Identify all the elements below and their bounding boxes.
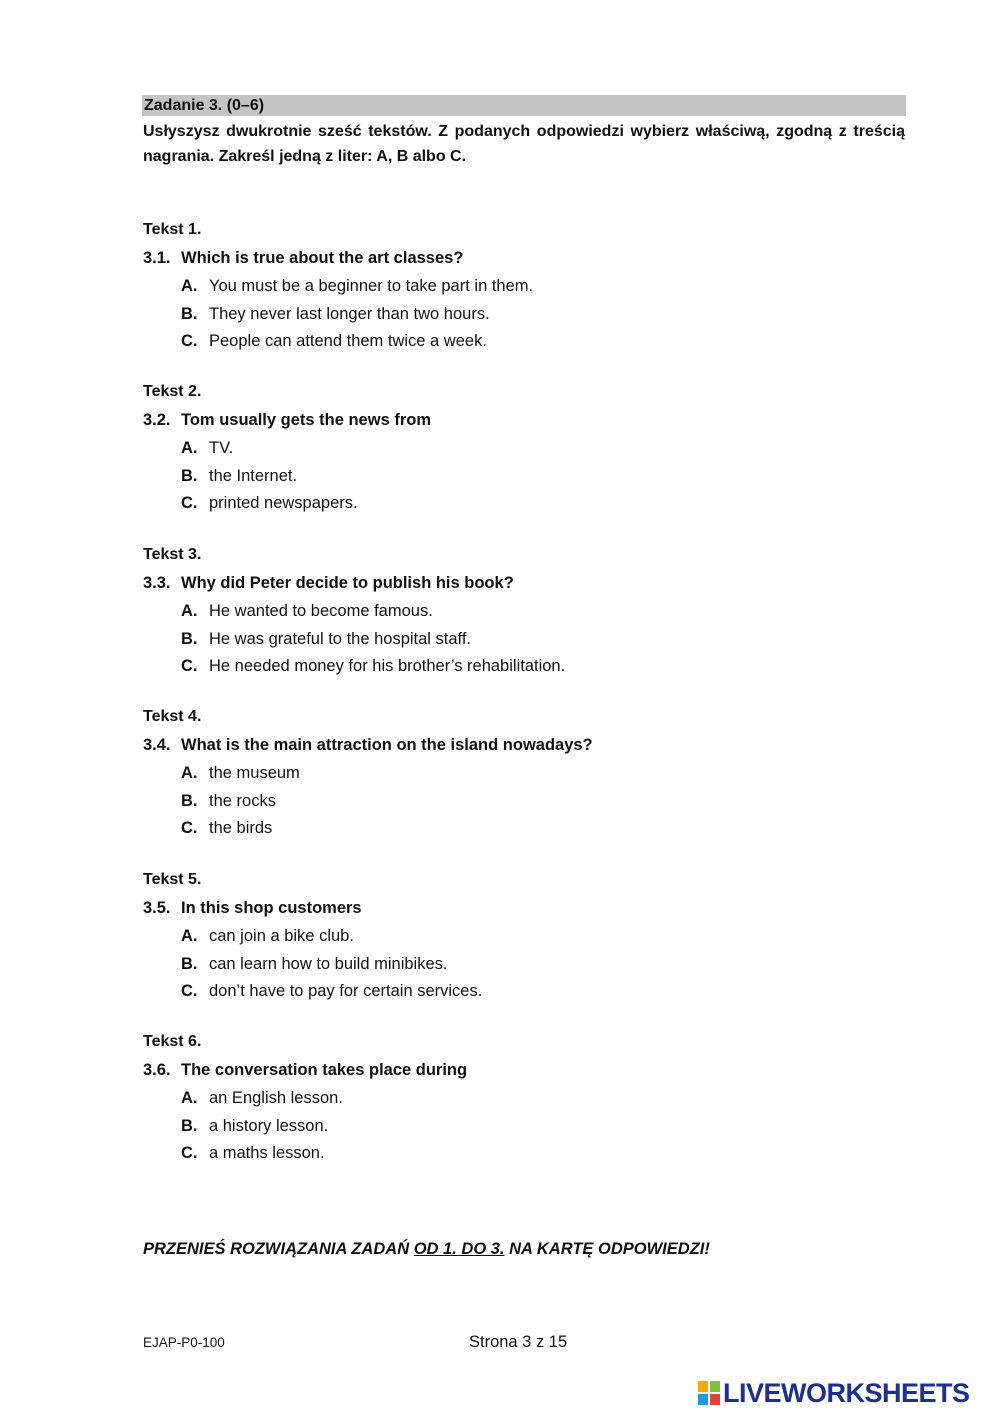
option-text: People can attend them twice a week. [209,332,487,350]
option-letter[interactable]: B. [181,629,198,648]
question-block [143,869,903,1008]
question-block [143,1031,903,1170]
option-letter[interactable]: C. [181,819,198,837]
option-text: can learn how to build minibikes. [209,954,448,973]
question-number: 3.2. [143,411,171,429]
exam-code: EJAP-P0-100 [143,1335,225,1350]
answer-option[interactable] [143,817,903,845]
text-label: Tekst 6. [143,1033,202,1050]
option-letter[interactable]: A. [181,439,198,457]
answer-option[interactable] [143,790,903,818]
option-letter[interactable]: A. [181,764,198,782]
option-letter[interactable]: B. [181,304,198,323]
option-letter[interactable]: C. [181,494,198,512]
liveworksheets-icon [697,1380,721,1406]
task-title: Zadanie 3. (0–6) [144,97,265,114]
answer-option[interactable] [143,925,903,953]
option-letter[interactable]: C. [181,332,198,350]
question-text: The conversation takes place during [181,1061,468,1079]
option-letter[interactable]: C. [181,657,198,675]
question-block [143,544,903,683]
option-letter[interactable]: A. [181,277,198,295]
option-text: don’t have to pay for certain services. [209,982,483,1000]
option-letter[interactable]: A. [181,1089,198,1107]
text-label: Tekst 3. [143,546,202,563]
answer-option[interactable] [143,465,903,493]
text-label: Tekst 2. [143,383,202,400]
question-text: Tom usually gets the news from [181,411,431,429]
question-text: In this shop customers [181,899,362,917]
question-block [143,381,903,520]
option-letter[interactable]: C. [181,982,198,1000]
option-text: the rocks [209,791,276,810]
task-instructions: Usłyszysz dwukrotnie sześć tekstów. Z podanych odpowiedzi wybierz właściwą, zgodną z treścią nagrania. Zakreśl jedną z liter: A, B albo C. [143,123,905,165]
text-label: Tekst 1. [143,221,202,238]
question [143,247,903,275]
answer-option[interactable] [143,1142,903,1170]
brand-name: LIVEWORKSHEETS [723,1377,970,1408]
question-number: 3.3. [143,574,171,592]
question-number: 3.5. [143,899,171,917]
question [143,572,903,600]
transfer-instruction [143,1240,710,1259]
page-number: Strona 3 z 15 [469,1333,568,1351]
option-text: You must be a beginner to take part in them. [209,277,534,295]
answer-option[interactable] [143,628,903,656]
option-text: an English lesson. [209,1089,343,1107]
option-text: He was grateful to the hospital staff. [209,629,472,648]
option-text: He needed money for his brother’s rehabilitation. [209,657,566,675]
option-letter[interactable]: A. [181,602,198,620]
transfer-text-underlined: OD 1. DO 3. [413,1240,505,1258]
answer-option[interactable] [143,600,903,628]
question-number: 3.6. [143,1061,171,1079]
option-letter[interactable]: B. [181,1116,198,1135]
text-label: Tekst 5. [143,871,202,888]
question [143,897,903,925]
option-letter[interactable]: B. [181,791,198,810]
option-letter[interactable]: A. [181,927,198,945]
question-text: Which is true about the art classes? [181,249,464,267]
answer-option[interactable] [143,655,903,683]
question-number: 3.4. [143,736,171,754]
question [143,1059,903,1087]
option-text: a history lesson. [209,1116,329,1135]
answer-option[interactable] [143,275,903,303]
option-letter[interactable]: B. [181,466,198,485]
answer-option[interactable] [143,437,903,465]
answer-option[interactable] [143,953,903,981]
answer-option[interactable] [143,330,903,358]
option-text: the birds [209,819,273,837]
option-text: the Internet. [209,466,298,485]
option-text: can join a bike club. [209,927,354,945]
answer-option[interactable] [143,303,903,331]
option-text: They never last longer than two hours. [209,304,490,323]
option-text: He wanted to become famous. [209,602,433,620]
option-text: a maths lesson. [209,1144,325,1162]
question [143,734,903,762]
option-text: TV. [209,439,234,457]
question-number: 3.1. [143,249,171,267]
answer-option[interactable] [143,980,903,1008]
option-text: printed newspapers. [209,494,358,512]
option-letter[interactable]: C. [181,1144,198,1162]
question [143,409,903,437]
liveworksheets-logo[interactable] [697,1378,970,1408]
option-letter[interactable]: B. [181,954,198,973]
transfer-text-after: NA KARTĘ ODPOWIEDZI! [504,1240,710,1258]
transfer-text-before: PRZENIEŚ ROZWIĄZANIA ZADAŃ [143,1240,414,1258]
text-label: Tekst 4. [143,708,202,725]
answer-option[interactable] [143,762,903,790]
option-text: the museum [209,764,300,782]
question-block [143,219,903,358]
question-text: What is the main attraction on the island nowadays? [181,736,593,754]
answer-option[interactable] [143,1087,903,1115]
answer-option[interactable] [143,1115,903,1143]
question-block [143,706,903,845]
question-text: Why did Peter decide to publish his book? [181,574,514,592]
answer-option[interactable] [143,492,903,520]
